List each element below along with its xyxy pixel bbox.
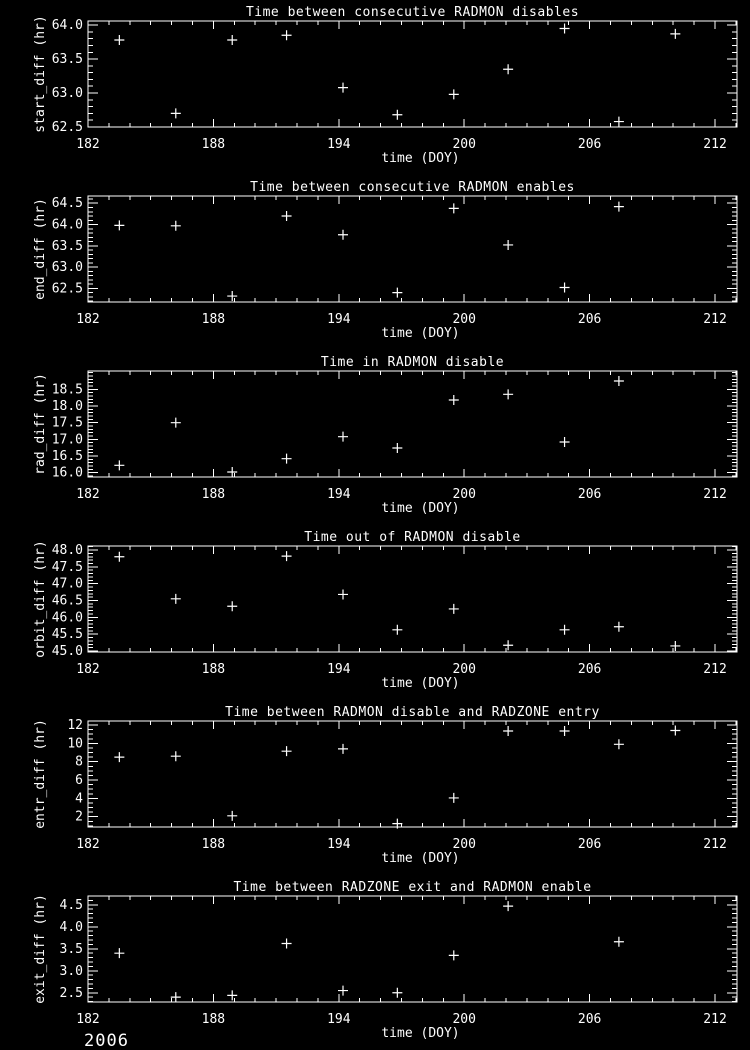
x-tick-label: 200 [452, 662, 476, 677]
y-tick-label: 62.5 [51, 281, 83, 297]
y-tick-label: 48.0 [51, 543, 83, 559]
x-tick-label: 206 [577, 1012, 602, 1027]
data-point-marker [338, 230, 348, 240]
data-point-marker [670, 726, 680, 736]
y-tick-label: 4 [75, 791, 83, 807]
data-point-marker [670, 29, 680, 39]
x-tick-label: 206 [577, 487, 602, 502]
x-tick-label: 200 [452, 137, 476, 152]
data-point-marker [282, 211, 292, 221]
data-point-marker [338, 83, 348, 93]
x-tick-label: 200 [452, 837, 476, 852]
data-point-marker [114, 948, 124, 958]
x-tick-label: 200 [452, 1012, 476, 1027]
data-point-marker [171, 418, 181, 428]
data-point-marker [503, 240, 513, 250]
data-point-marker [227, 35, 237, 45]
data-point-marker [171, 221, 181, 231]
data-point-marker [503, 640, 513, 650]
data-point-marker [338, 986, 348, 996]
y-tick-label: 12 [67, 718, 83, 734]
x-tick-label: 212 [703, 662, 727, 677]
y-tick-label: 45.0 [51, 643, 83, 659]
data-point-marker [560, 625, 570, 635]
x-tick-label: 194 [327, 487, 351, 502]
y-tick-label: 16.5 [51, 449, 83, 464]
data-point-marker [449, 395, 459, 405]
y-tick-label: 47.0 [51, 576, 83, 592]
plot-exit-diff [0, 875, 750, 1050]
y-tick-label: 63.0 [51, 260, 83, 276]
data-point-marker [282, 30, 292, 40]
plot-title: Time between RADMON disable and RADZONE entry [225, 705, 600, 720]
x-tick-label: 188 [201, 837, 226, 852]
data-point-marker [503, 901, 513, 911]
data-point-marker [449, 604, 459, 614]
x-tick-label: 194 [327, 137, 351, 152]
data-point-marker [560, 726, 570, 736]
x-tick-label: 212 [703, 837, 727, 852]
data-point-marker [614, 937, 624, 947]
plot-title: Time between consecutive RADMON disables [245, 5, 580, 20]
data-point-marker [227, 811, 237, 821]
x-tick-label: 188 [201, 312, 226, 327]
plot-band-entr-diff [0, 700, 750, 875]
plot-title: Time between RADZONE exit and RADMON enable [233, 880, 592, 895]
data-point-marker [449, 89, 459, 99]
x-tick-label: 182 [76, 662, 100, 677]
data-point-marker [560, 437, 570, 447]
data-point-marker [503, 726, 513, 736]
data-point-marker [392, 110, 402, 120]
y-tick-label: 4.0 [59, 919, 83, 935]
y-tick-label: 2.5 [59, 985, 83, 1001]
x-tick-label: 212 [703, 137, 727, 152]
x-axis-label: time (DOY) [381, 851, 460, 866]
plot-band-start-diff [0, 0, 750, 175]
y-tick-label: 17.0 [51, 432, 83, 448]
plot-title: Time in RADMON disable [320, 355, 505, 370]
data-point-marker [114, 552, 124, 562]
data-point-marker [392, 625, 402, 635]
year-label: 2006 [84, 1031, 129, 1050]
y-tick-label: 3.5 [59, 941, 83, 957]
y-tick-label: 64.0 [51, 18, 83, 34]
data-point-marker [171, 594, 181, 604]
data-point-marker [560, 283, 570, 293]
y-tick-label: 64.0 [51, 217, 83, 233]
x-tick-label: 206 [577, 312, 602, 327]
data-point-marker [338, 589, 348, 599]
x-tick-label: 212 [703, 312, 727, 327]
data-point-marker [114, 220, 124, 230]
data-point-marker [171, 108, 181, 118]
plot-band-end-diff [0, 175, 750, 350]
data-point-marker [392, 288, 402, 298]
x-tick-label: 188 [201, 487, 226, 502]
y-axis-label: entr_diff (hr) [33, 719, 48, 829]
data-point-marker [614, 622, 624, 632]
plot-band-exit-diff [0, 875, 750, 1050]
data-point-marker [392, 443, 402, 453]
data-point-marker [338, 744, 348, 754]
data-point-marker [338, 432, 348, 442]
data-point-marker [392, 988, 402, 998]
y-axis-label: orbit_diff (hr) [33, 540, 48, 658]
x-tick-label: 182 [76, 1012, 100, 1027]
x-axis-label: time (DOY) [381, 676, 460, 691]
x-tick-label: 182 [76, 487, 100, 502]
plot-entr-diff [0, 700, 750, 875]
plot-title: Time between consecutive RADMON enables [250, 180, 575, 195]
x-tick-label: 200 [452, 312, 476, 327]
x-tick-label: 188 [201, 662, 226, 677]
y-tick-label: 45.5 [51, 627, 83, 643]
plot-orbit-diff [0, 525, 750, 700]
data-point-marker [449, 203, 459, 213]
data-point-marker [670, 641, 680, 651]
data-point-marker [282, 746, 292, 756]
y-tick-label: 46.0 [51, 610, 83, 626]
data-point-marker [503, 64, 513, 74]
y-tick-label: 3.0 [59, 963, 83, 979]
x-tick-label: 194 [327, 312, 351, 327]
y-axis-label: rad_diff (hr) [33, 373, 48, 475]
data-point-marker [227, 990, 237, 1000]
data-point-marker [614, 202, 624, 212]
plot-end-diff [0, 175, 750, 350]
data-point-marker [614, 739, 624, 749]
x-tick-label: 182 [76, 137, 100, 152]
data-point-marker [449, 793, 459, 803]
y-axis-label: start_diff (hr) [33, 15, 48, 133]
x-tick-label: 194 [327, 662, 351, 677]
y-tick-label: 63.5 [51, 52, 83, 68]
data-point-marker [227, 601, 237, 611]
x-axis-label: time (DOY) [381, 501, 460, 516]
y-tick-label: 4.5 [59, 897, 83, 913]
data-point-marker [227, 467, 237, 477]
plot-band-orbit-diff [0, 525, 750, 700]
x-tick-label: 194 [327, 1012, 351, 1027]
plot-frame [88, 196, 737, 302]
data-point-marker [449, 950, 459, 960]
y-tick-label: 63.0 [51, 86, 83, 102]
data-point-marker [227, 291, 237, 301]
plot-start-diff [0, 0, 750, 175]
y-tick-label: 47.5 [51, 559, 83, 575]
data-point-marker [114, 460, 124, 470]
x-axis-label: time (DOY) [381, 151, 460, 166]
y-tick-label: 8 [75, 754, 83, 770]
plot-title: Time out of RADMON disable [304, 530, 521, 545]
data-point-marker [614, 376, 624, 386]
plot-frame [88, 546, 737, 652]
x-tick-label: 212 [703, 1012, 727, 1027]
data-point-marker [503, 389, 513, 399]
y-tick-label: 6 [75, 773, 83, 789]
y-tick-label: 64.5 [51, 196, 83, 212]
y-tick-label: 62.5 [51, 120, 83, 135]
data-point-marker [114, 752, 124, 762]
x-tick-label: 200 [452, 487, 476, 502]
x-tick-label: 206 [577, 137, 602, 152]
plot-frame [88, 721, 737, 827]
plot-frame [88, 896, 737, 1002]
y-tick-label: 46.5 [51, 593, 83, 609]
data-point-marker [614, 117, 624, 127]
data-point-marker [282, 551, 292, 561]
y-tick-label: 16.0 [51, 465, 83, 481]
plot-frame [88, 21, 737, 127]
y-tick-label: 10 [67, 736, 83, 752]
x-axis-label: time (DOY) [381, 1026, 460, 1041]
data-point-marker [171, 751, 181, 761]
x-tick-label: 194 [327, 837, 351, 852]
data-point-marker [560, 23, 570, 33]
plot-band-rad-diff [0, 350, 750, 525]
plot-frame [88, 371, 737, 477]
y-tick-label: 18.5 [51, 382, 83, 398]
x-tick-label: 188 [201, 137, 226, 152]
y-tick-label: 2 [75, 809, 83, 825]
x-tick-label: 206 [577, 837, 602, 852]
y-tick-label: 63.5 [51, 238, 83, 254]
x-tick-label: 212 [703, 487, 727, 502]
y-axis-label: exit_diff (hr) [33, 894, 48, 1004]
data-point-marker [282, 454, 292, 464]
x-tick-label: 182 [76, 837, 100, 852]
plot-rad-diff [0, 350, 750, 525]
data-point-marker [171, 992, 181, 1002]
data-point-marker [114, 35, 124, 45]
y-tick-label: 18.0 [51, 399, 83, 414]
data-point-marker [282, 939, 292, 949]
y-axis-label: end_diff (hr) [33, 198, 48, 300]
x-axis-label: time (DOY) [381, 326, 460, 341]
y-tick-label: 17.5 [51, 415, 83, 431]
x-tick-label: 188 [201, 1012, 226, 1027]
x-tick-label: 206 [577, 662, 602, 677]
x-tick-label: 182 [76, 312, 100, 327]
